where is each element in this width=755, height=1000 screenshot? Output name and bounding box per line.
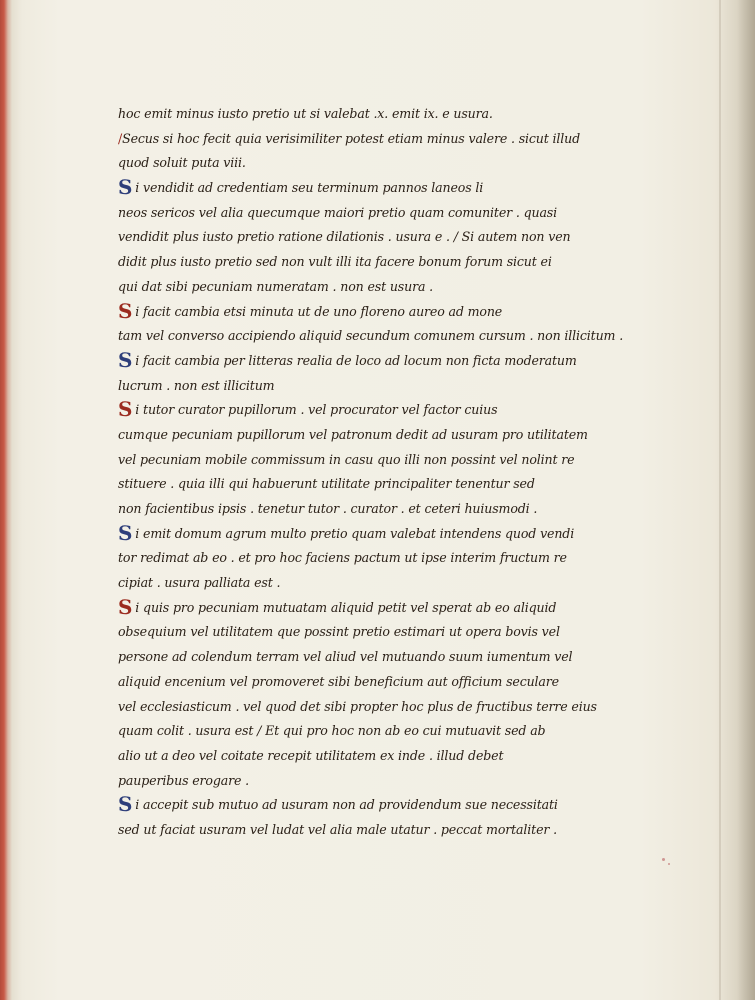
line-text: cumque pecuniam pupillorum vel patronum dedit ad usuram pro utilitatem	[118, 426, 588, 442]
text-line	[118, 127, 638, 152]
line-text: pauperibus erogare .	[118, 772, 249, 788]
line-text: didit plus iusto pretio sed non vult illi ita facere bonum forum sicut ei	[118, 254, 552, 270]
line-text: persone ad colendum terram vel aliud vel mutuando suum iumentum vel	[118, 649, 573, 665]
rubricated-initial: S	[118, 348, 133, 372]
text-line	[118, 645, 638, 670]
line-text: aliquid encenium vel promoveret sibi beneficium aut officium seculare	[118, 673, 559, 689]
text-line	[118, 201, 638, 226]
text-line	[118, 497, 638, 522]
page-fold	[719, 0, 721, 1000]
line-text: hoc emit minus iusto pretio ut si valebat .x. emit ix. e usura.	[118, 106, 493, 121]
binding-edge	[0, 0, 12, 1000]
text-line	[118, 324, 638, 349]
line-text: qui dat sibi pecuniam numeratam . non est usura .	[118, 278, 434, 294]
line-text: i vendidit ad credentiam seu terminum pannos laneos li	[135, 180, 484, 196]
line-text: stituere . quia illi qui habuerunt utilitate principaliter tenentur sed	[118, 476, 535, 492]
text-line	[118, 695, 638, 720]
text-line	[118, 793, 638, 818]
text-line	[118, 670, 638, 695]
text-line	[118, 151, 638, 176]
line-text: vel ecclesiasticum . vel quod det sibi propter hoc plus de fructibus terre eius	[118, 698, 597, 714]
text-line	[118, 275, 638, 300]
text-line	[118, 225, 638, 250]
text-line	[118, 818, 638, 843]
line-text: tor redimat ab eo . et pro hoc faciens pactum ut ipse interim fructum re	[118, 550, 567, 566]
line-text: cipiat . usura palliata est .	[118, 575, 281, 591]
text-line	[118, 349, 638, 374]
ink-speck	[668, 863, 670, 865]
line-text: lucrum . non est illicitum	[118, 377, 275, 393]
text-line	[118, 102, 638, 127]
line-text: alio ut a deo vel coitate recepit utilitatem ex inde . illud debet	[118, 747, 504, 763]
text-line	[118, 620, 638, 645]
text-line	[118, 250, 638, 275]
rubricated-initial: S	[118, 299, 133, 323]
line-text: Secus si hoc fecit quia verisimiliter potest etiam minus valere . sicut illud	[122, 130, 581, 146]
text-block	[118, 102, 638, 843]
text-line	[118, 398, 638, 423]
rubricated-initial: S	[118, 398, 133, 422]
text-line	[118, 374, 638, 399]
line-text: tam vel converso accipiendo aliquid secundum comunem cursum . non illicitum .	[118, 328, 624, 344]
line-text: i facit cambia per litteras realia de loco ad locum non ficta moderatum	[135, 352, 577, 368]
text-line	[118, 769, 638, 794]
text-line	[118, 719, 638, 744]
line-text: i emit domum agrum multo pretio quam valebat intendens quod vendi	[135, 525, 575, 541]
page-edge-shadow	[737, 0, 755, 1000]
text-line	[118, 546, 638, 571]
line-text: i quis pro pecuniam mutuatam aliquid petit vel sperat ab eo aliquid	[135, 599, 557, 615]
rubricated-initial: S	[118, 595, 133, 619]
text-line	[118, 423, 638, 448]
line-text: obsequium vel utilitatem que possint pretio estimari ut opera bovis vel	[118, 624, 560, 640]
text-line	[118, 571, 638, 596]
rubricated-initial: S	[118, 521, 133, 545]
paragraph-mark: /	[118, 130, 123, 146]
text-line	[118, 448, 638, 473]
line-text: i facit cambia etsi minuta ut de uno floreno aureo ad mone	[135, 303, 503, 319]
line-text: i tutor curator pupillorum . vel procurator vel factor cuius	[135, 402, 498, 418]
text-line	[118, 522, 638, 547]
text-line	[118, 300, 638, 325]
rubricated-initial: S	[118, 176, 133, 200]
line-text: vendidit plus iusto pretio ratione dilationis . usura e . / Si autem non ven	[118, 229, 571, 245]
ink-speck	[662, 858, 665, 861]
line-text: quam colit . usura est / Et qui pro hoc non ab eo cui mutuavit sed ab	[118, 723, 546, 739]
line-text: sed ut faciat usuram vel ludat vel alia male utatur . peccat mortaliter .	[118, 821, 557, 837]
text-line	[118, 744, 638, 769]
line-text: non facientibus ipsis . tenetur tutor . curator . et ceteri huiusmodi .	[118, 501, 538, 516]
line-text: vel pecuniam mobile commissum in casu quo illi non possint vel nolint re	[118, 451, 575, 467]
text-line	[118, 176, 638, 201]
line-text: neos sericos vel alia quecumque maiori pretio quam comuniter . quasi	[118, 204, 558, 220]
text-line	[118, 596, 638, 621]
rubricated-initial: S	[118, 793, 133, 817]
text-line	[118, 472, 638, 497]
line-text: i accepit sub mutuo ad usuram non ad providendum sue necessitati	[135, 797, 558, 813]
line-text: quod soluit puta viii.	[118, 155, 246, 171]
